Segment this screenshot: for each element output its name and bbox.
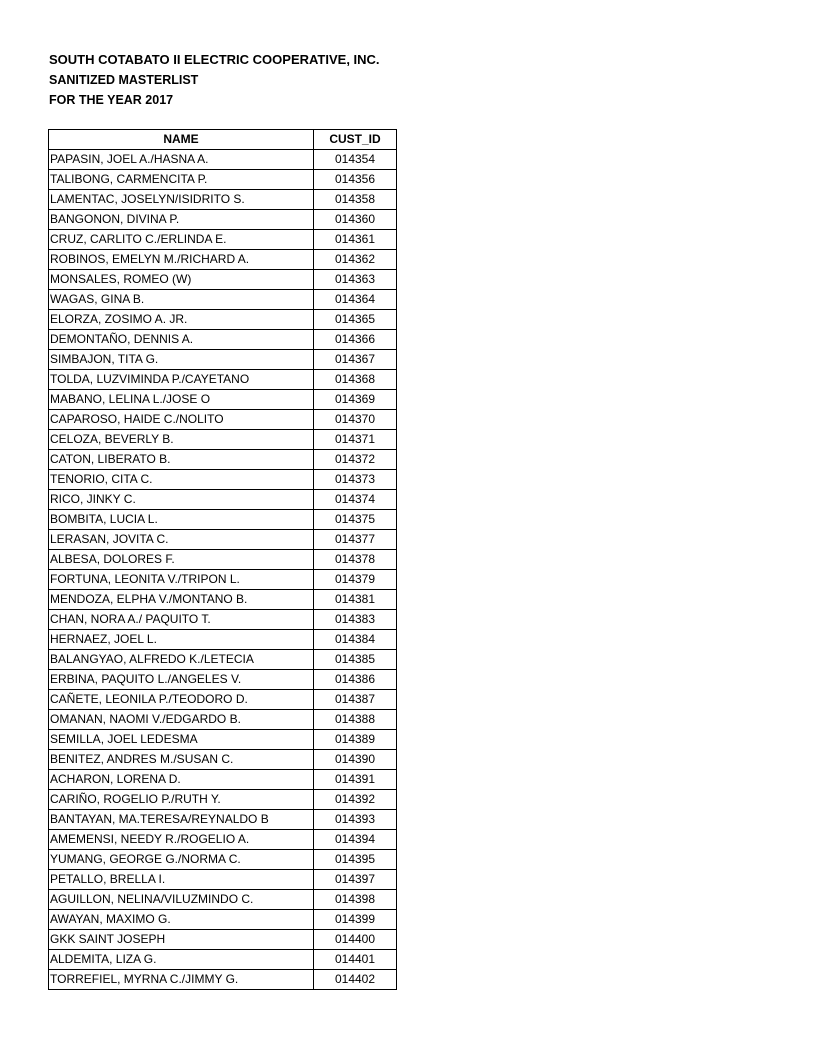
table-row bbox=[49, 730, 397, 750]
customer-id-cell: 014401 bbox=[314, 950, 397, 970]
customer-id-cell: 014362 bbox=[314, 250, 397, 270]
customer-name-cell: LAMENTAC, JOSELYN/ISIDRITO S. bbox=[49, 190, 314, 210]
customer-name-cell: PAPASIN, JOEL A./HASNA A. bbox=[49, 150, 314, 170]
customer-name-cell: YUMANG, GEORGE G./NORMA C. bbox=[49, 850, 314, 870]
customer-name-cell: ERBINA, PAQUITO L./ANGELES V. bbox=[49, 670, 314, 690]
table-row bbox=[49, 810, 397, 830]
table-row bbox=[49, 330, 397, 350]
customer-name-cell: AGUILLON, NELINA/VILUZMINDO C. bbox=[49, 890, 314, 910]
customer-id-cell: 014385 bbox=[314, 650, 397, 670]
customer-name-cell: MABANO, LELINA L./JOSE O bbox=[49, 390, 314, 410]
table-header-row bbox=[49, 130, 397, 150]
customer-name-cell: PETALLO, BRELLA I. bbox=[49, 870, 314, 890]
customer-name-cell: LERASAN, JOVITA C. bbox=[49, 530, 314, 550]
customer-id-cell: 014384 bbox=[314, 630, 397, 650]
customer-id-cell: 014373 bbox=[314, 470, 397, 490]
table-row bbox=[49, 630, 397, 650]
table-row bbox=[49, 530, 397, 550]
customer-id-cell: 014390 bbox=[314, 750, 397, 770]
customer-name-cell: CHAN, NORA A./ PAQUITO T. bbox=[49, 610, 314, 630]
table-row bbox=[49, 490, 397, 510]
customer-name-cell: BANGONON, DIVINA P. bbox=[49, 210, 314, 230]
customer-name-cell: MENDOZA, ELPHA V./MONTANO B. bbox=[49, 590, 314, 610]
table-row bbox=[49, 650, 397, 670]
customer-id-cell: 014377 bbox=[314, 530, 397, 550]
table-row bbox=[49, 910, 397, 930]
customer-id-cell: 014358 bbox=[314, 190, 397, 210]
table-row bbox=[49, 370, 397, 390]
customer-id-cell: 014367 bbox=[314, 350, 397, 370]
table-row bbox=[49, 670, 397, 690]
customer-id-cell: 014398 bbox=[314, 890, 397, 910]
customer-id-cell: 014391 bbox=[314, 770, 397, 790]
customer-id-cell: 014397 bbox=[314, 870, 397, 890]
table-row bbox=[49, 710, 397, 730]
customer-id-cell: 014356 bbox=[314, 170, 397, 190]
customer-id-cell: 014395 bbox=[314, 850, 397, 870]
customer-id-cell: 014378 bbox=[314, 550, 397, 570]
company-title: SOUTH COTABATO II ELECTRIC COOPERATIVE, INC. bbox=[49, 52, 380, 67]
customer-name-cell: AMEMENSI, NEEDY R./ROGELIO A. bbox=[49, 830, 314, 850]
customer-id-cell: 014383 bbox=[314, 610, 397, 630]
customer-id-cell: 014399 bbox=[314, 910, 397, 930]
customer-id-cell: 014363 bbox=[314, 270, 397, 290]
customer-id-cell: 014366 bbox=[314, 330, 397, 350]
customer-name-cell: HERNAEZ, JOEL L. bbox=[49, 630, 314, 650]
table-row bbox=[49, 870, 397, 890]
table-row bbox=[49, 510, 397, 530]
table-row bbox=[49, 610, 397, 630]
table-row bbox=[49, 790, 397, 810]
customer-id-cell: 014381 bbox=[314, 590, 397, 610]
table-row bbox=[49, 290, 397, 310]
customer-id-cell: 014394 bbox=[314, 830, 397, 850]
customer-name-cell: AWAYAN, MAXIMO G. bbox=[49, 910, 314, 930]
table-row bbox=[49, 770, 397, 790]
table-row bbox=[49, 590, 397, 610]
masterlist-table bbox=[48, 129, 397, 990]
table-row bbox=[49, 830, 397, 850]
customer-id-cell: 014368 bbox=[314, 370, 397, 390]
customer-name-cell: RICO, JINKY C. bbox=[49, 490, 314, 510]
customer-name-cell: BENITEZ, ANDRES M./SUSAN C. bbox=[49, 750, 314, 770]
table-row bbox=[49, 270, 397, 290]
customer-name-cell: BANTAYAN, MA.TERESA/REYNALDO B bbox=[49, 810, 314, 830]
year-line: FOR THE YEAR 2017 bbox=[49, 93, 174, 107]
customer-id-cell: 014400 bbox=[314, 930, 397, 950]
customer-name-cell: CARIÑO, ROGELIO P./RUTH Y. bbox=[49, 790, 314, 810]
table-row bbox=[49, 690, 397, 710]
column-header-cust-id: CUST_ID bbox=[314, 130, 397, 150]
customer-name-cell: WAGAS, GINA B. bbox=[49, 290, 314, 310]
customer-id-cell: 014364 bbox=[314, 290, 397, 310]
customer-name-cell: ALDEMITA, LIZA G. bbox=[49, 950, 314, 970]
table-row bbox=[49, 210, 397, 230]
customer-name-cell: TALIBONG, CARMENCITA P. bbox=[49, 170, 314, 190]
customer-id-cell: 014375 bbox=[314, 510, 397, 530]
table-body bbox=[49, 150, 397, 990]
table-row bbox=[49, 450, 397, 470]
customer-id-cell: 014365 bbox=[314, 310, 397, 330]
customer-id-cell: 014388 bbox=[314, 710, 397, 730]
customer-name-cell: ELORZA, ZOSIMO A. JR. bbox=[49, 310, 314, 330]
customer-id-cell: 014369 bbox=[314, 390, 397, 410]
table-row bbox=[49, 470, 397, 490]
table-row bbox=[49, 570, 397, 590]
customer-id-cell: 014372 bbox=[314, 450, 397, 470]
table-row bbox=[49, 410, 397, 430]
customer-id-cell: 014354 bbox=[314, 150, 397, 170]
customer-name-cell: ROBINOS, EMELYN M./RICHARD A. bbox=[49, 250, 314, 270]
customer-id-cell: 014386 bbox=[314, 670, 397, 690]
customer-id-cell: 014392 bbox=[314, 790, 397, 810]
customer-id-cell: 014361 bbox=[314, 230, 397, 250]
customer-name-cell: CAPAROSO, HAIDE C./NOLITO bbox=[49, 410, 314, 430]
customer-name-cell: DEMONTAÑO, DENNIS A. bbox=[49, 330, 314, 350]
customer-name-cell: SEMILLA, JOEL LEDESMA bbox=[49, 730, 314, 750]
customer-name-cell: ACHARON, LORENA D. bbox=[49, 770, 314, 790]
table-row bbox=[49, 550, 397, 570]
table-row bbox=[49, 230, 397, 250]
table-row bbox=[49, 890, 397, 910]
customer-name-cell: ALBESA, DOLORES F. bbox=[49, 550, 314, 570]
customer-name-cell: GKK SAINT JOSEPH bbox=[49, 930, 314, 950]
table-row bbox=[49, 190, 397, 210]
customer-id-cell: 014389 bbox=[314, 730, 397, 750]
customer-id-cell: 014370 bbox=[314, 410, 397, 430]
customer-name-cell: CRUZ, CARLITO C./ERLINDA E. bbox=[49, 230, 314, 250]
customer-id-cell: 014371 bbox=[314, 430, 397, 450]
customer-id-cell: 014379 bbox=[314, 570, 397, 590]
table-row bbox=[49, 970, 397, 990]
table-row bbox=[49, 310, 397, 330]
table-row bbox=[49, 250, 397, 270]
customer-name-cell: TENORIO, CITA C. bbox=[49, 470, 314, 490]
table-row bbox=[49, 750, 397, 770]
table-row bbox=[49, 150, 397, 170]
table-row bbox=[49, 430, 397, 450]
customer-name-cell: BALANGYAO, ALFREDO K./LETECIA bbox=[49, 650, 314, 670]
customer-id-cell: 014402 bbox=[314, 970, 397, 990]
customer-id-cell: 014393 bbox=[314, 810, 397, 830]
customer-name-cell: MONSALES, ROMEO (W) bbox=[49, 270, 314, 290]
customer-id-cell: 014387 bbox=[314, 690, 397, 710]
customer-name-cell: TORREFIEL, MYRNA C./JIMMY G. bbox=[49, 970, 314, 990]
customer-id-cell: 014374 bbox=[314, 490, 397, 510]
customer-name-cell: OMANAN, NAOMI V./EDGARDO B. bbox=[49, 710, 314, 730]
customer-name-cell: SIMBAJON, TITA G. bbox=[49, 350, 314, 370]
customer-id-cell: 014360 bbox=[314, 210, 397, 230]
document-subtitle: SANITIZED MASTERLIST bbox=[49, 73, 199, 87]
customer-name-cell: BOMBITA, LUCIA L. bbox=[49, 510, 314, 530]
document-header bbox=[49, 50, 380, 110]
customer-name-cell: TOLDA, LUZVIMINDA P./CAYETANO bbox=[49, 370, 314, 390]
table-row bbox=[49, 850, 397, 870]
customer-name-cell: CELOZA, BEVERLY B. bbox=[49, 430, 314, 450]
customer-name-cell: FORTUNA, LEONITA V./TRIPON L. bbox=[49, 570, 314, 590]
column-header-name: NAME bbox=[49, 130, 314, 150]
table-row bbox=[49, 350, 397, 370]
customer-name-cell: CAÑETE, LEONILA P./TEODORO D. bbox=[49, 690, 314, 710]
table-row bbox=[49, 170, 397, 190]
table-row bbox=[49, 950, 397, 970]
table-row bbox=[49, 390, 397, 410]
table-row bbox=[49, 930, 397, 950]
customer-name-cell: CATON, LIBERATO B. bbox=[49, 450, 314, 470]
